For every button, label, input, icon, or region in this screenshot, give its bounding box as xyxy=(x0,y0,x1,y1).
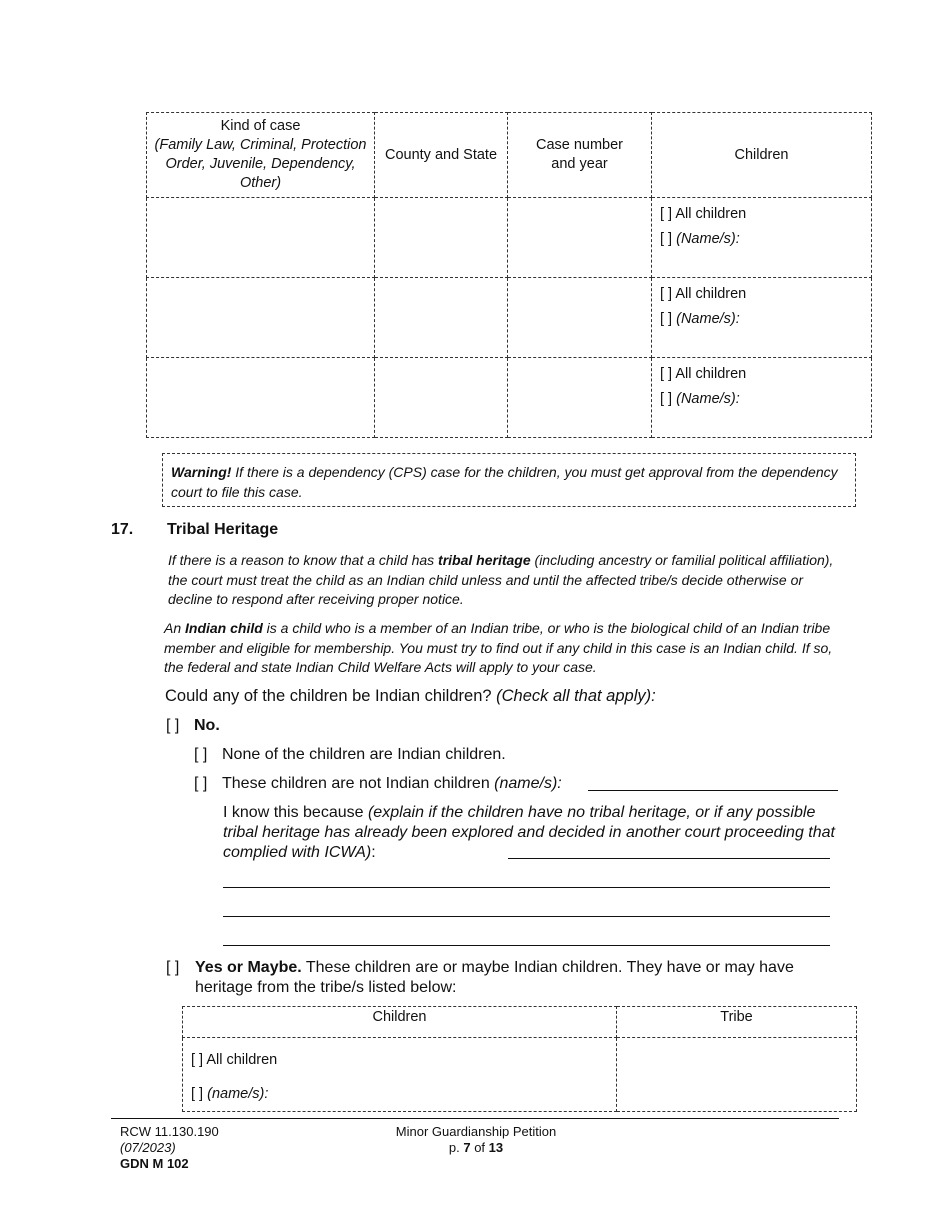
tribal-heritage-paragraph xyxy=(168,551,840,610)
explanation-line[interactable] xyxy=(223,945,830,946)
warning-text: If there is a dependency (CPS) case for the children, you must get approval from the dependency court to file this case. xyxy=(171,464,838,500)
header-tribe: Tribe xyxy=(617,1007,857,1038)
names-checkbox[interactable] xyxy=(660,387,871,412)
all-children-checkbox[interactable]: [ ] All children xyxy=(191,1052,278,1068)
names-checkbox[interactable] xyxy=(191,1077,616,1111)
yes-checkbox[interactable]: [ ] xyxy=(166,959,180,976)
warning-label: Warning! xyxy=(171,464,232,480)
names-label: (Name/s): xyxy=(676,311,740,327)
county-state-cell[interactable] xyxy=(375,198,508,278)
children-cell xyxy=(652,278,872,358)
footer-title: Minor Guardianship Petition xyxy=(395,1124,557,1139)
names-line[interactable] xyxy=(588,790,838,791)
page-prefix: p. xyxy=(448,1140,464,1155)
explanation-line[interactable] xyxy=(223,916,830,917)
checkbox[interactable]: [ ] xyxy=(660,391,673,407)
explanation-text xyxy=(223,803,838,863)
footer-center xyxy=(340,1124,612,1156)
county-state-cell[interactable] xyxy=(375,278,508,358)
question-hint: (Check all that apply): xyxy=(496,687,656,705)
none-label: None of the children are Indian children. xyxy=(222,746,506,763)
header-kind-of-case xyxy=(147,113,375,198)
p2-text-a: An xyxy=(164,620,186,636)
cases-table xyxy=(146,112,872,438)
children-cell xyxy=(652,198,872,278)
case-number-cell[interactable] xyxy=(508,358,652,438)
these-not-label: These children are not Indian children xyxy=(222,775,495,792)
no-checkbox[interactable]: [ ] xyxy=(166,717,180,734)
cases-table-header xyxy=(147,113,872,198)
checkbox[interactable]: [ ] xyxy=(191,1086,204,1102)
page-of: of xyxy=(470,1140,489,1155)
none-checkbox[interactable]: [ ] xyxy=(194,746,208,763)
header-children: Children xyxy=(183,1007,617,1038)
explanation-line[interactable] xyxy=(223,887,830,888)
p2-bold: Indian child xyxy=(185,620,263,636)
names-label: (Name/s): xyxy=(676,231,740,247)
names-label: (name/s): xyxy=(207,1086,269,1102)
know-hint: (explain if the children have no tribal heritage, or if any possible tribal heritage has already been explored and decided in another court proceeding that complied with ICWA) xyxy=(223,804,835,861)
yes-label: Yes or Maybe. xyxy=(195,959,302,976)
tribe-table xyxy=(182,1006,857,1112)
footer-form-number: GDN M 102 xyxy=(120,1156,189,1171)
names-checkbox[interactable] xyxy=(660,227,871,252)
yes-text xyxy=(195,958,841,998)
footer-rcw: RCW 11.130.190 xyxy=(120,1124,219,1139)
yes-description: These children are or maybe Indian children. They have or may have heritage from the tribe/s listed below: xyxy=(195,959,794,996)
question-text xyxy=(165,686,656,706)
children-cell xyxy=(652,358,872,438)
header-case-number: Case number and year xyxy=(508,113,652,198)
table-row xyxy=(183,1038,857,1112)
page-total: 13 xyxy=(488,1140,504,1155)
children-cell xyxy=(183,1038,617,1112)
checkbox[interactable]: [ ] xyxy=(660,311,673,327)
page-number: 7 xyxy=(463,1140,471,1155)
yes-option xyxy=(166,958,841,998)
header-county-state: County and State xyxy=(375,113,508,198)
footer-date: (07/2023) xyxy=(120,1140,176,1155)
kind-of-case-cell[interactable] xyxy=(147,358,375,438)
header-kind-label: Kind of case xyxy=(220,118,301,134)
these-not-checkbox[interactable]: [ ] xyxy=(194,775,208,792)
p2-text-b: is a child who is a member of an Indian tribe, or who is the biological child of an Indian tribe member and eligible for membership. You must try to find out if any child in this case is an Indian child. If so, the federal and state Indian Child Welfare Acts will apply to your case. xyxy=(164,620,833,675)
warning-box xyxy=(162,453,856,507)
table-row xyxy=(147,358,872,438)
section-number: 17. xyxy=(111,521,134,538)
all-children-checkbox[interactable]: [ ] All children xyxy=(660,366,747,382)
yes-row xyxy=(166,958,841,998)
case-number-cell[interactable] xyxy=(508,198,652,278)
case-number-cell[interactable] xyxy=(508,278,652,358)
question-label: Could any of the children be Indian children? xyxy=(165,687,497,705)
tribe-cell[interactable] xyxy=(617,1038,857,1112)
names-label: (Name/s): xyxy=(676,391,740,407)
kind-of-case-cell[interactable] xyxy=(147,198,375,278)
indian-child-paragraph xyxy=(164,619,840,678)
explanation-line[interactable] xyxy=(508,858,830,859)
these-not-hint: (name/s): xyxy=(494,775,562,792)
checkbox[interactable]: [ ] xyxy=(660,231,673,247)
none-option xyxy=(194,745,506,765)
footer-divider xyxy=(111,1118,839,1119)
header-children: Children xyxy=(652,113,872,198)
footer-page xyxy=(340,1140,612,1156)
table-row xyxy=(147,198,872,278)
header-kind-sublabel: (Family Law, Criminal, Protection Order, Juvenile, Dependency, Other) xyxy=(154,137,367,191)
know-colon: : xyxy=(371,844,376,861)
footer-left xyxy=(120,1124,219,1172)
all-children-checkbox[interactable]: [ ] All children xyxy=(660,286,747,302)
p1-text-b: (including ancestry or familial political affiliation), the court must treat the child as an Indian child unless and until the affected tribe/s decide otherwise or decline to respond after receiving proper notice. xyxy=(168,552,834,607)
all-children-checkbox[interactable]: [ ] All children xyxy=(660,206,747,222)
section-title: Tribal Heritage xyxy=(167,521,279,538)
tribe-table-header xyxy=(183,1007,857,1038)
names-checkbox[interactable] xyxy=(660,307,871,332)
no-option xyxy=(166,716,220,736)
county-state-cell[interactable] xyxy=(375,358,508,438)
table-row xyxy=(147,278,872,358)
kind-of-case-cell[interactable] xyxy=(147,278,375,358)
p1-text-a: If there is a reason to know that a child has xyxy=(168,552,439,568)
no-label: No. xyxy=(194,717,220,734)
p1-bold: tribal heritage xyxy=(438,552,531,568)
these-not-option xyxy=(194,774,562,794)
know-label: I know this because xyxy=(223,804,368,821)
